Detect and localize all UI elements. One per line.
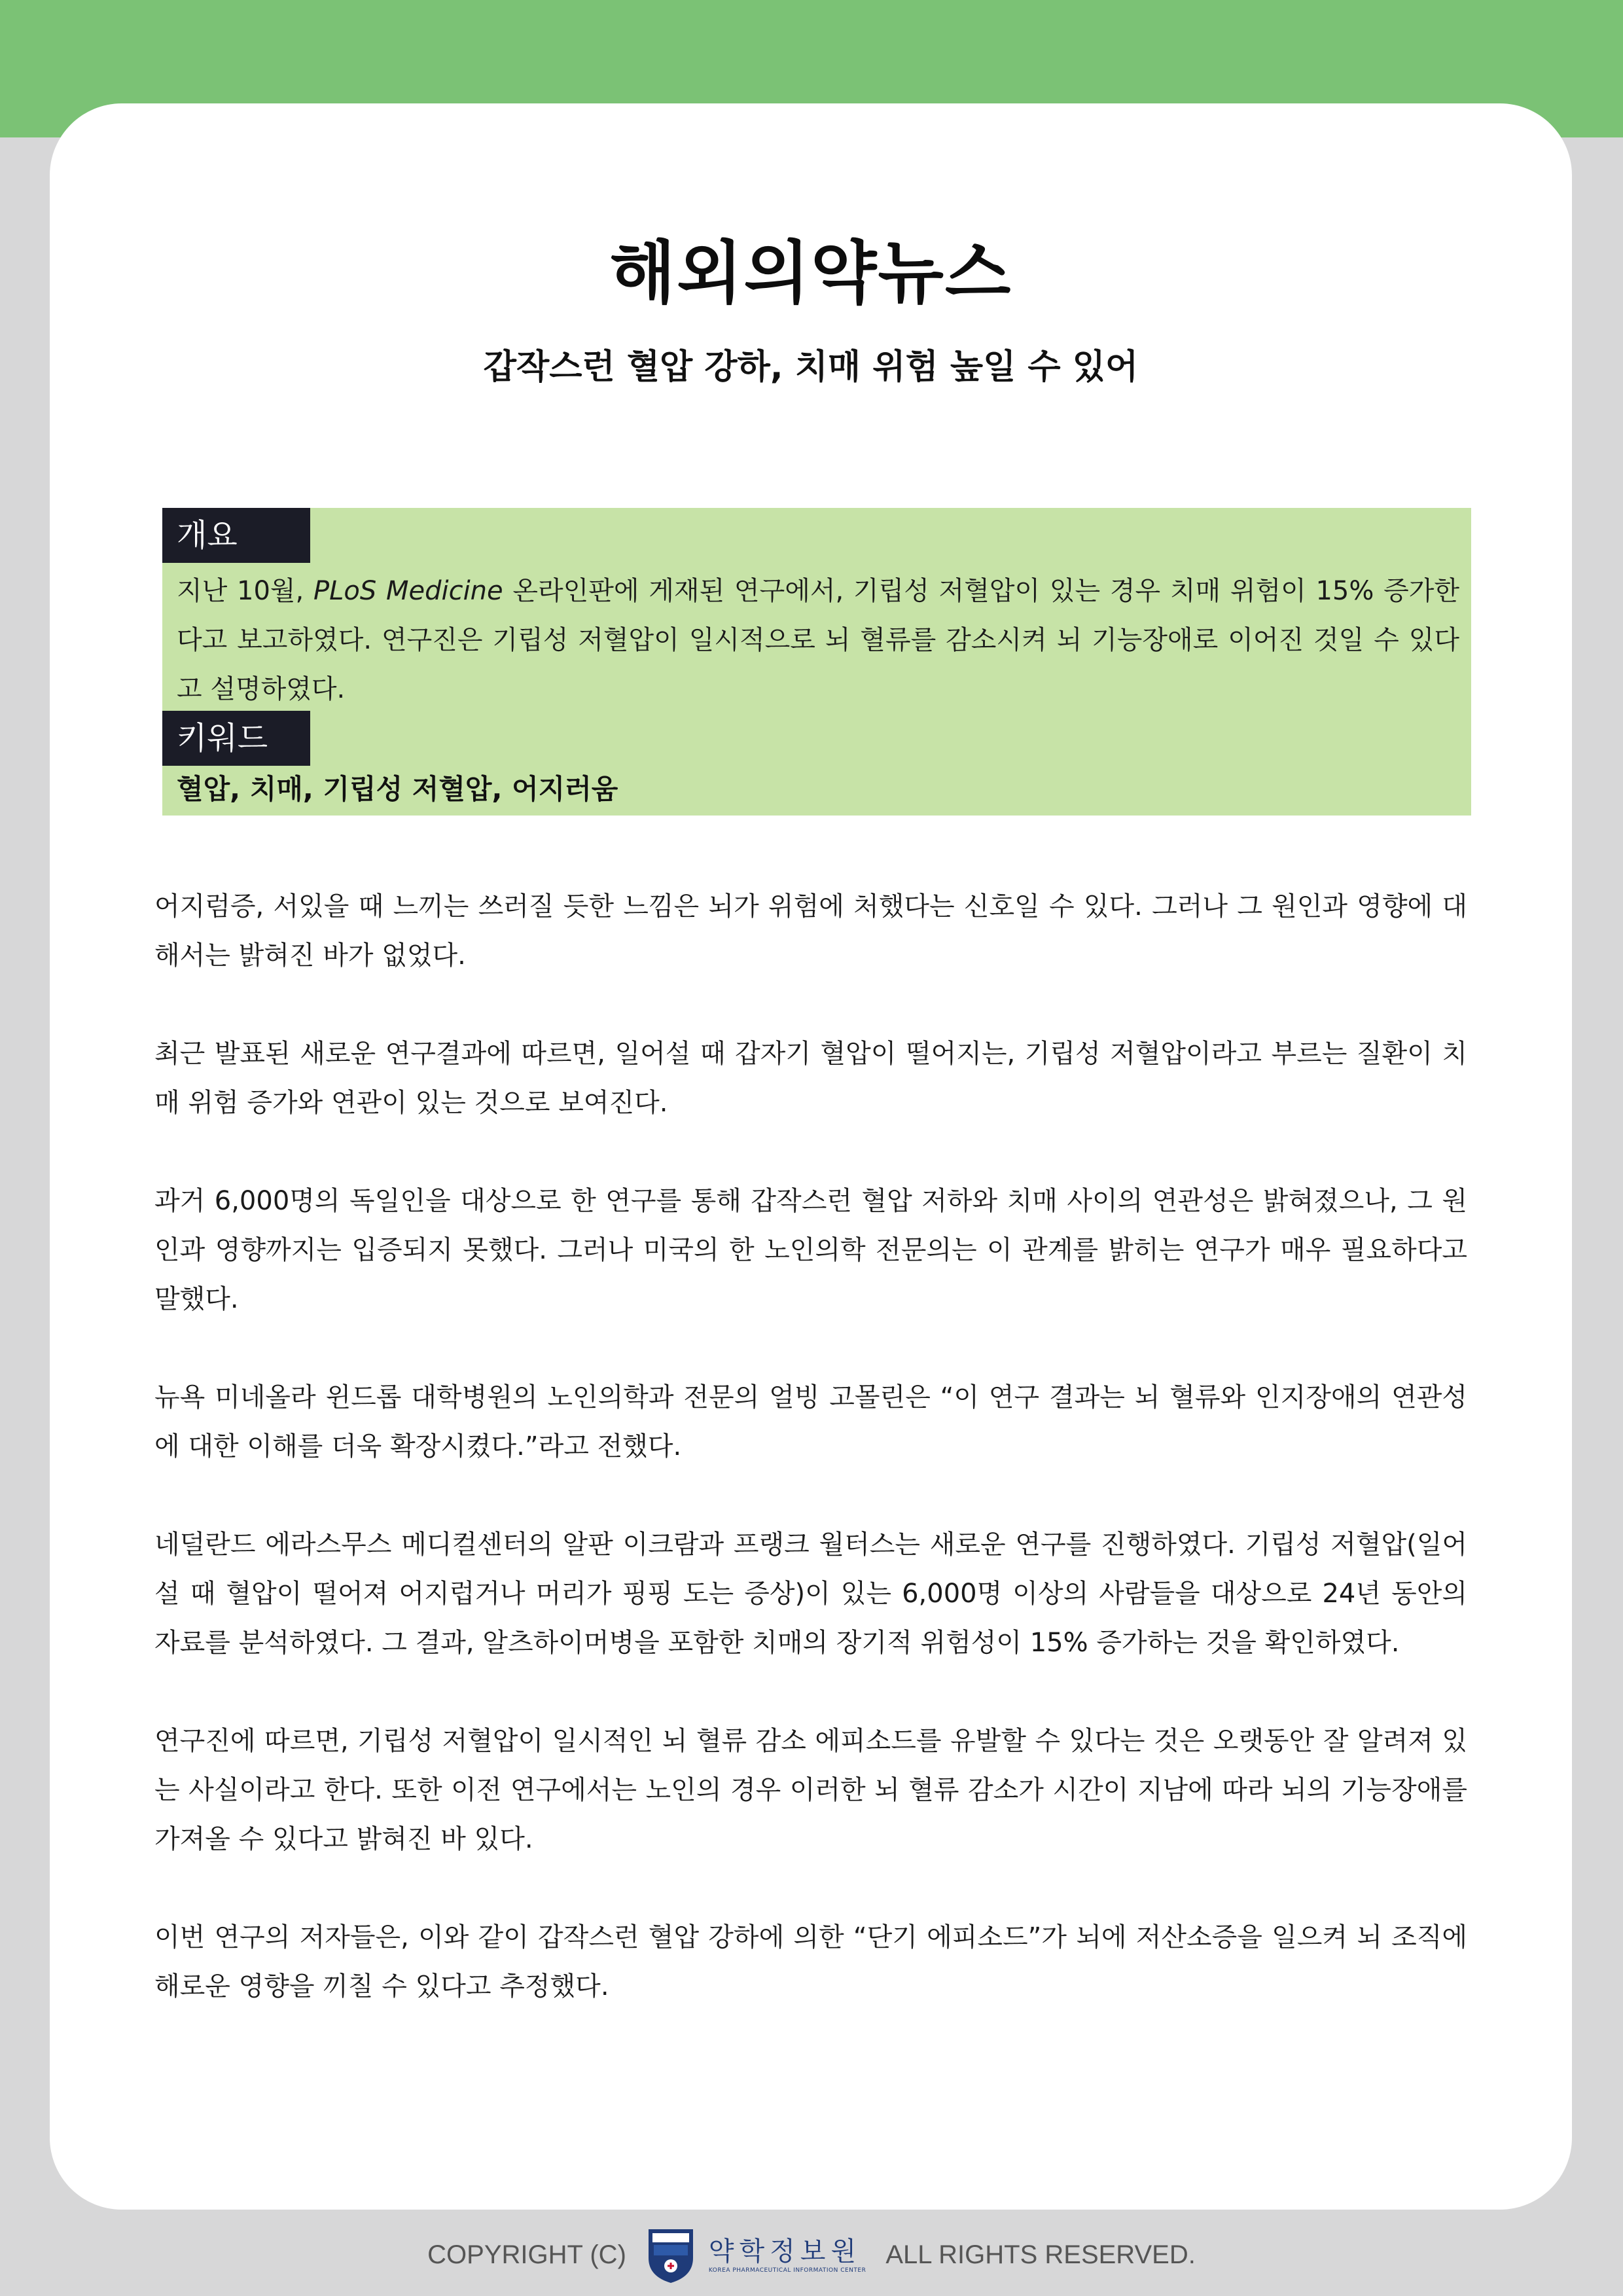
article-headline: 갑작스런 혈압 강하, 치매 위험 높일 수 있어 xyxy=(483,348,1139,387)
org-english-name: KOREA PHARMACEUTICAL INFORMATION CENTER xyxy=(708,2267,866,2274)
document-card xyxy=(50,103,1572,2210)
article-body xyxy=(154,882,1467,2060)
footer xyxy=(0,2222,1623,2287)
journal-name: PLoS Medicine xyxy=(313,576,503,606)
body-paragraph: 연구진에 따르면, 기립성 저혈압이 일시적인 뇌 혈류 감소 에피소드를 유발할 수 있다는 것은 오랫동안 잘 알려져 있는 사실이라고 한다. 또한 이전 연구에서는 노인의 경우 이러한 뇌 혈류 감소가 시간이 지남에 따라 뇌의 기능장애를 가져올 수 있다고 밝혀진 바 있다. xyxy=(154,1726,1467,1854)
keywords-label: 키워드 xyxy=(162,711,310,766)
page-title: 해외의약뉴스 xyxy=(609,233,1012,313)
overview-text-rest: 온라인판에 게재된 연구에서, 기립성 저혈압이 있는 경우 치매 위험이 15% 증가한다고 보고하였다. 연구진은 기립성 저혈압이 일시적으로 뇌 혈류를 감소시켜 뇌 기능장애로 이어진 것일 수 있다고 설명하였다. xyxy=(177,576,1459,704)
body-paragraph: 어지럼증, 서있을 때 느끼는 쓰러질 듯한 느낌은 뇌가 위험에 처했다는 신호일 수 있다. 그러나 그 원인과 영향에 대해서는 밝혀진 바가 없었다. xyxy=(154,891,1467,971)
body-paragraph: 네덜란드 에라스무스 메디컬센터의 알판 이크람과 프랭크 월터스는 새로운 연구를 진행하였다. 기립성 저혈압(일어설 때 혈압이 떨어져 어지럽거나 머리가 핑핑 도는 증상)이 있는 6,000명 이상의 사람들을 대상으로 24년 동안의 자료를 분석하였다. 그 결과, 알츠하이머병을 포함한 치매의 장기적 위험성이 15% 증가하는 것을 확인하였다. xyxy=(154,1530,1467,1658)
org-name: 약학정보원 xyxy=(708,2236,862,2267)
keywords-text: 혈압, 치매, 기립성 저혈압, 어지러움 xyxy=(177,773,618,805)
kpic-emblem-icon xyxy=(646,2225,696,2284)
summary-box xyxy=(162,508,1471,816)
overview-text xyxy=(177,567,1459,714)
body-paragraph: 최근 발표된 새로운 연구결과에 따르면, 일어설 때 갑자기 혈압이 떨어지는, 기립성 저혈압이라고 부르는 질환이 치매 위험 증가와 연관이 있는 것으로 보여진다. xyxy=(154,1039,1467,1118)
overview-label: 개요 xyxy=(162,508,310,563)
body-paragraph: 이번 연구의 저자들은, 이와 같이 갑작스런 혈압 강하에 의한 “단기 에피소드”가 뇌에 저산소증을 일으켜 뇌 조직에 해로운 영향을 끼칠 수 있다고 추정했다. xyxy=(154,1922,1467,2001)
overview-text-lead: 지난 10월, xyxy=(177,576,313,606)
org-logo-text xyxy=(709,2236,866,2274)
body-paragraph: 뉴욕 미네올라 윈드롭 대학병원의 노인의학과 전문의 얼빙 고몰린은 “이 연구 결과는 뇌 혈류와 인지장애의 연관성에 대한 이해를 더욱 확장시켰다.”라고 전했다. xyxy=(154,1382,1467,1462)
copyright-left: COPYRIGHT (C) xyxy=(427,2240,626,2269)
body-paragraph: 과거 6,000명의 독일인을 대상으로 한 연구를 통해 갑작스런 혈압 저하와 치매 사이의 연관성은 밝혀졌으나, 그 원인과 영향까지는 입증되지 못했다. 그러나 미국의 한 노인의학 전문의는 이 관계를 밝히는 연구가 매우 필요하다고 말했다. xyxy=(154,1186,1467,1314)
copyright-right: ALL RIGHTS RESERVED. xyxy=(885,2240,1196,2269)
